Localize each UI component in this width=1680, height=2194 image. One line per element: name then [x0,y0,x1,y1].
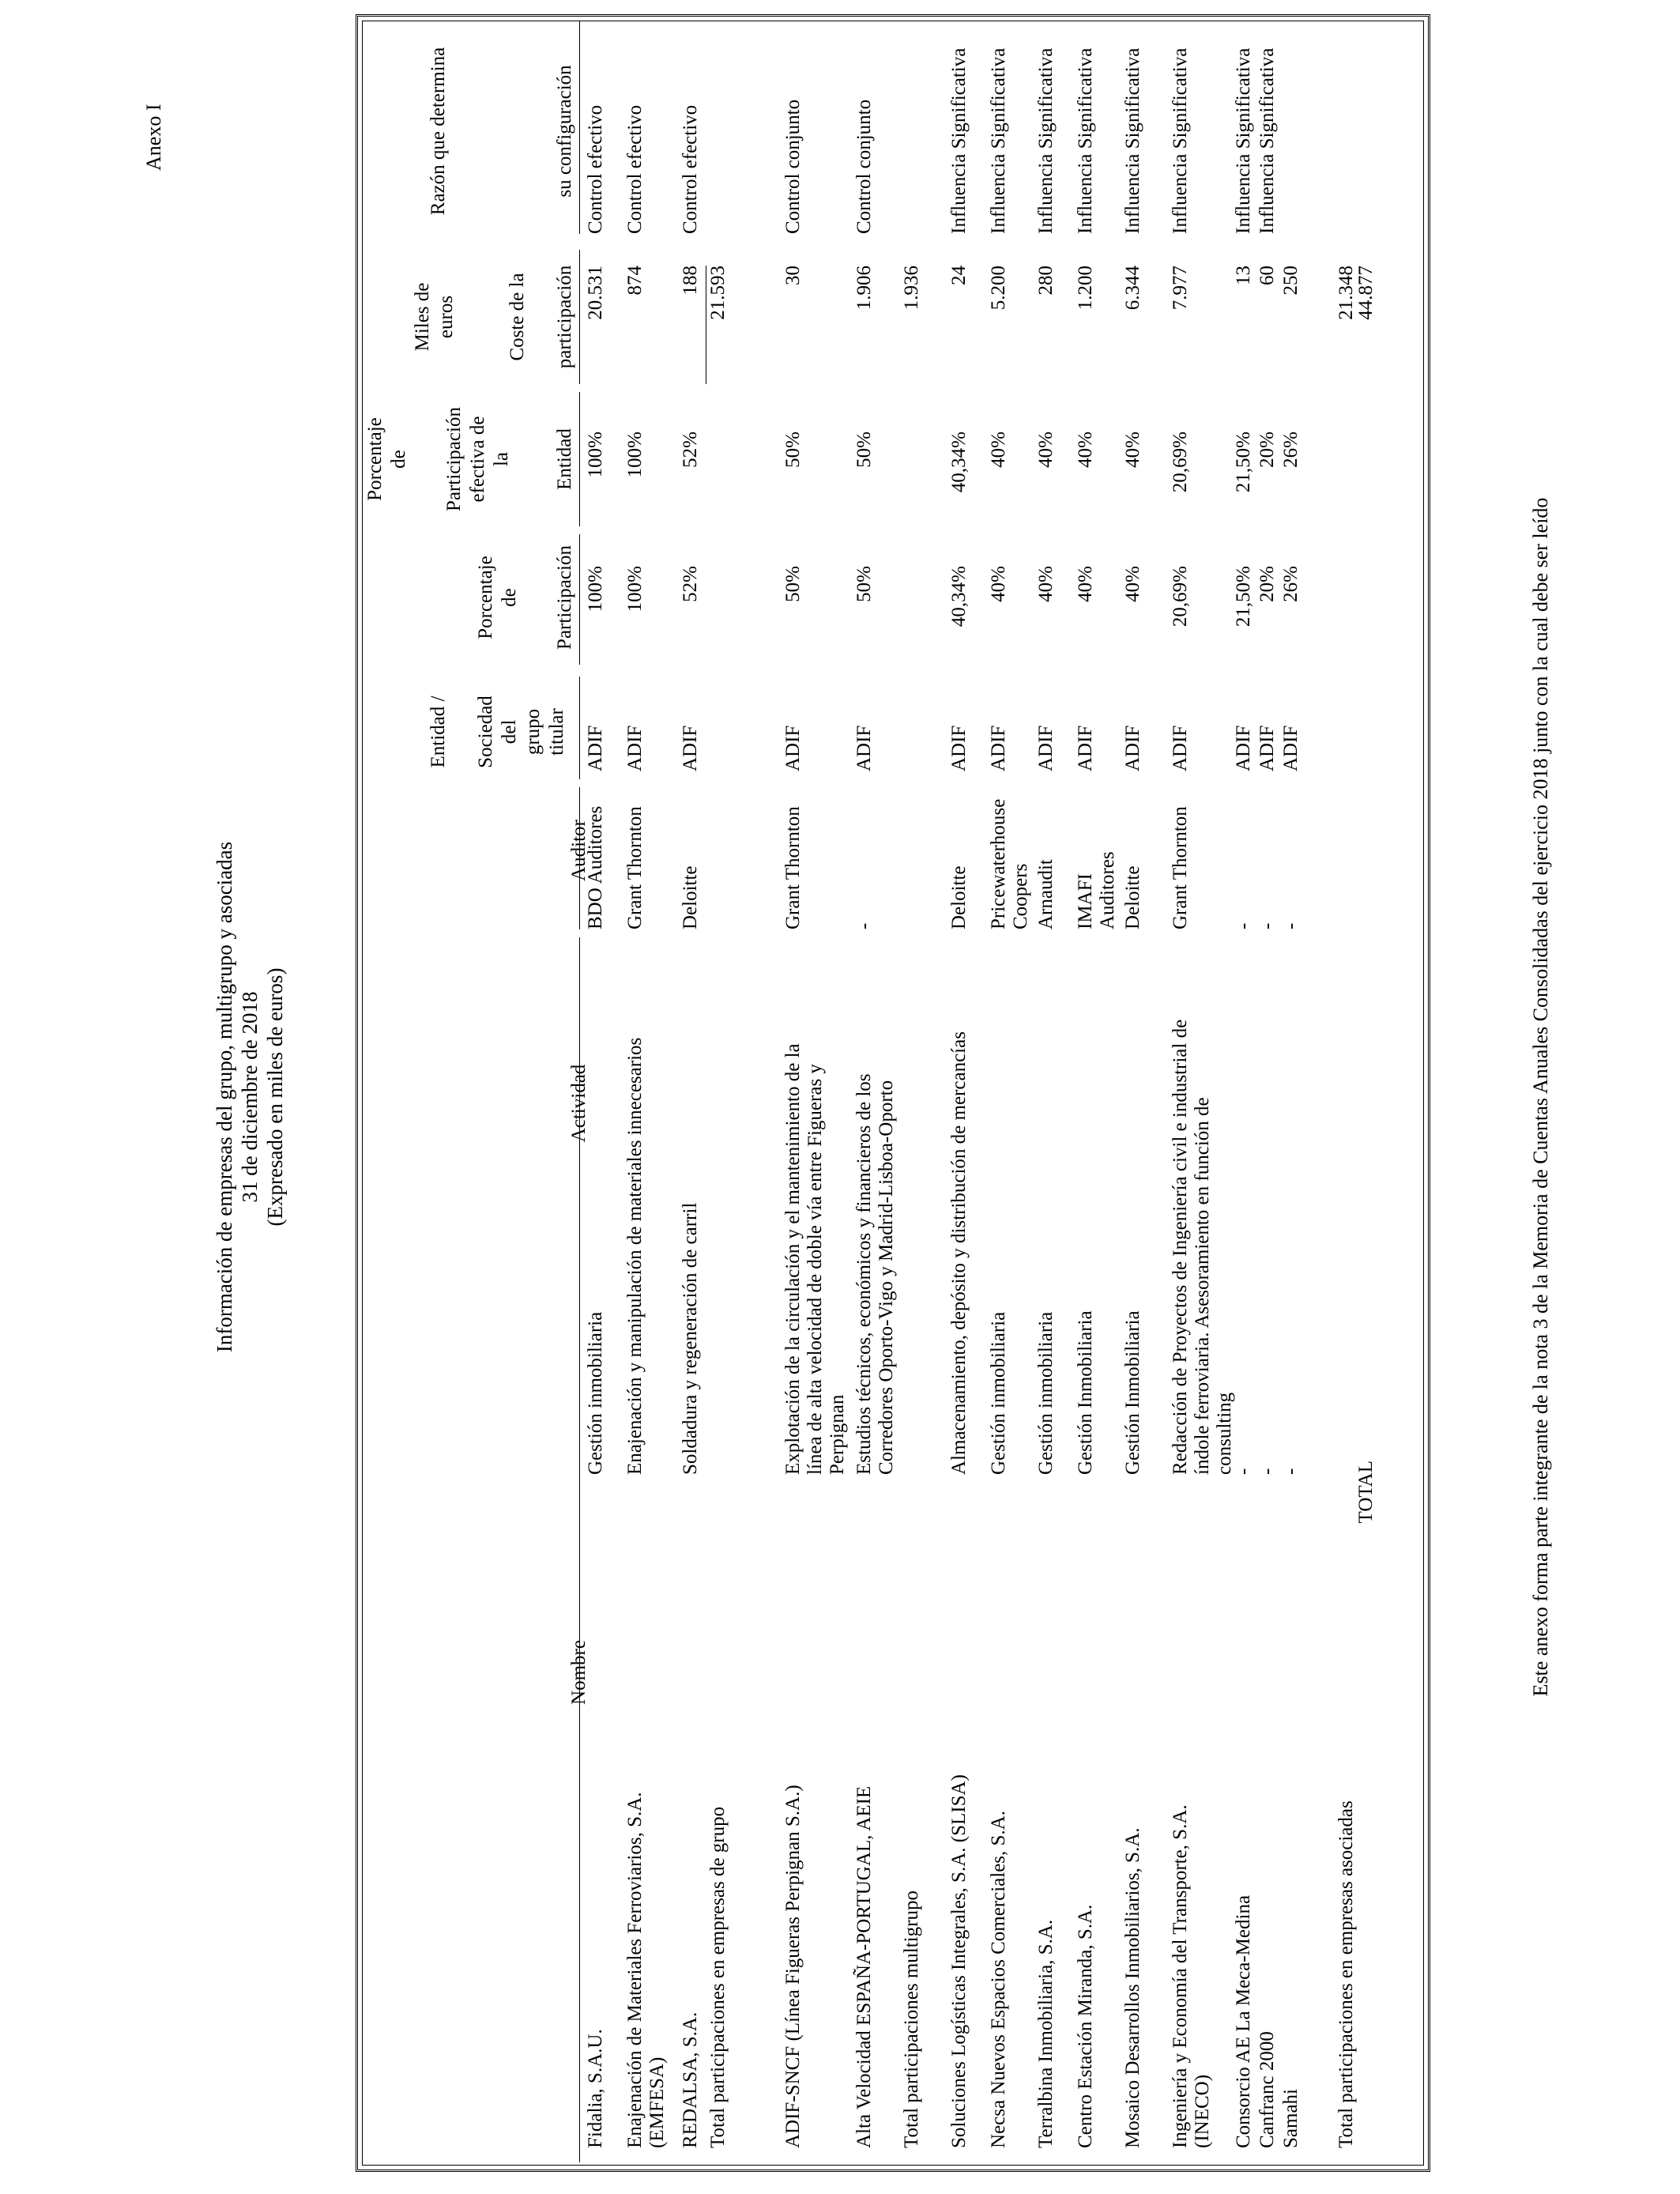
header-pctef-4: efectiva de [467,416,488,503]
cell-nombre: REDALSA, S.A. [680,2011,701,2148]
cell-nombre: Enajenación de Materiales Ferroviarios, S.A. [624,1792,646,2148]
cell-auditor: IMAFI [1075,873,1096,929]
cell-auditor: - [853,922,875,929]
cell-actividad: consulting [1214,1392,1235,1475]
cell-actividad: Gestión Inmobiliaria [1122,1310,1143,1475]
cell-pct: 40% [1075,566,1096,602]
cell-razon: Influencia Significativa [1075,47,1096,234]
cell-coste: 874 [624,266,646,296]
cell-entidad: ADIF [1122,725,1143,771]
cell-coste: 20.531 [585,266,606,320]
header-pctef-1: Porcentaje [364,417,386,501]
cell-coste: 188 [680,266,701,296]
header-pctef-5: la [491,451,512,467]
cell-auditor: BDO Auditores [585,805,606,929]
cell-pct-ef: 40% [1122,432,1143,468]
cell-actividad: Almacenamiento, depósito y distribución de mercancías [948,1031,970,1475]
cell-razon: Influencia Significativa [1170,47,1191,234]
cell-coste: 6.344 [1122,266,1143,311]
cell-coste: 44.877 [1355,266,1377,320]
cell-pct: 40% [988,566,1009,602]
cell-coste: 30 [782,266,804,285]
cell-razon: Control conjunto [853,99,875,234]
cell-auditor: Grant Thornton [624,806,646,929]
cell-nombre: Mosaico Desarrollos Inmobiliarios, S.A. [1122,1827,1143,2148]
cell-nombre: Total participaciones multigrupo [901,1891,922,2148]
cell-pct: 40% [1035,566,1057,602]
cell-actividad: Gestión inmobiliaria [585,1311,606,1475]
cell-entidad: ADIF [585,725,606,771]
cell-actividad: Corredores Oporto-Vigo y Madrid-Lisboa-Oporto [876,1080,897,1475]
cell-pct-ef: 40% [988,432,1009,468]
cell-actividad: índole ferroviaria. Asesoramiento en función de [1192,1097,1213,1475]
header-coste-2: euros [435,295,457,339]
cell-coste: 7.977 [1170,266,1191,311]
cell-razon: Influencia Significativa [1122,47,1143,234]
cell-coste: 250 [1280,266,1301,296]
header-entidad-2: Sociedad [475,696,496,768]
cell-actividad: Estudios técnicos, económicos y financieros de los [853,1073,875,1475]
cell-pct: 20,69% [1170,566,1191,628]
cell-razon: Control efectivo [680,104,701,234]
cell-coste: 1.936 [901,266,922,311]
cell-coste: 1.906 [853,266,875,311]
cell-pct: 26% [1280,566,1301,602]
cell-pct-ef: 52% [680,432,701,468]
header-auditor: Auditor [568,820,590,881]
cell-pct-ef: 50% [853,432,875,468]
cell-nombre: Consorcio AE La Meca-Medina [1233,1894,1254,2148]
cell-pct: 40% [1122,566,1143,602]
cell-auditor: - [1280,922,1301,929]
cell-entidad: ADIF [948,725,970,771]
cell-pct: 100% [624,566,646,613]
cell-pct-ef: 21,50% [1233,432,1254,493]
cell-auditor: Deloitte [948,865,970,929]
cell-pct: 50% [782,566,804,602]
cell-pct-ef: 40,34% [948,432,970,493]
header-coste-4: participación [554,265,575,369]
cell-auditor: Grant Thornton [782,806,804,929]
cell-pct-ef: 50% [782,432,804,468]
cell-entidad: ADIF [624,725,646,771]
cell-entidad: ADIF [1280,725,1301,771]
cell-auditor: - [1233,922,1254,929]
cell-auditor: Coopers [1010,863,1031,929]
cell-nombre: (EMFESA) [646,2056,668,2148]
cell-auditor: Grant Thornton [1170,806,1191,929]
cell-entidad: ADIF [988,725,1009,771]
header-pct-3: Participación [554,545,575,650]
header-entidad-4: grupo [522,708,544,756]
cell-pct-ef: 100% [585,432,606,478]
cell-entidad: ADIF [782,725,804,771]
cell-entidad: ADIF [1170,725,1191,771]
cell-razon: Control efectivo [585,104,606,234]
cell-auditor: Arnaudit [1035,859,1057,929]
header-entidad-3: del [499,719,520,745]
cell-pct-ef: 26% [1280,432,1301,468]
title-line-3: (Expresado en miles de euros) [263,967,287,1227]
cell-pct: 21,50% [1233,566,1254,628]
cell-actividad: Gestión Inmobiliaria [1075,1310,1096,1475]
cell-razon: Influencia Significativa [988,47,1009,234]
cell-actividad: - [1280,1468,1301,1475]
cell-nombre: TOTAL [1355,1461,1377,1524]
cell-nombre: Necsa Nuevos Espacios Comerciales, S.A. [988,1811,1009,2148]
annex-label: Anexo I [142,104,165,171]
cell-razon: Control efectivo [624,104,646,234]
cell-pct: 40,34% [948,566,970,628]
cell-actividad: Soldadura y regeneración de carril [680,1202,701,1475]
cell-entidad: ADIF [1256,725,1278,771]
cell-pct-ef: 20,69% [1170,432,1191,493]
header-pct-1: Porcentaje [475,556,496,639]
header-entidad-5: titular [546,708,567,756]
cell-nombre: (INECO) [1192,2074,1213,2148]
header-nombre: Nombre [568,1640,590,1705]
cell-nombre: Total participaciones en empresas de grupo [707,1806,729,2148]
header-pctef-3: Participación [443,407,465,511]
cell-nombre: Total participaciones en empresas asociadas [1335,1800,1357,2148]
header-pctef-6: Entidad [554,428,575,490]
cell-razon: Control conjunto [782,99,804,234]
cell-pct: 100% [585,566,606,613]
cell-pct: 50% [853,566,875,602]
title-line-1: Información de empresas del grupo, multigrupo y asociadas [213,841,236,1353]
cell-coste: 280 [1035,266,1057,296]
header-razon-1: Razón que determina [428,47,449,216]
cell-coste: 21.348 [1335,266,1357,320]
cell-razon: Influencia Significativa [1233,47,1254,234]
cell-nombre: Centro Estación Miranda, S.A. [1075,1904,1096,2148]
cell-coste: 5.200 [988,266,1009,311]
cell-actividad: - [1256,1468,1278,1475]
header-pct-2: de [499,588,520,607]
cell-nombre: Terralbina Inmobiliaria, S.A. [1035,1919,1057,2148]
cell-actividad: - [1233,1468,1254,1475]
cell-nombre: Soluciones Logísticas Integrales, S.A. (SLISA) [948,1774,970,2148]
cell-actividad: Enajenación y manipulación de materiales innecesarios [624,1037,646,1475]
cell-coste: 1.200 [1075,266,1096,311]
cell-pct-ef: 100% [624,432,646,478]
header-coste-3: Coste de la [507,273,528,361]
cell-coste: 24 [948,266,970,285]
header-entidad-1: Entidad / [428,696,449,768]
footer-note: Este anexo forma parte integrante de la nota 3 de la Memoria de Cuentas Anuales Consolidadas del ejercicio 2018 junto con la cual debe ser leído [1529,497,1552,1697]
cell-coste: 60 [1256,266,1278,285]
cell-auditor: Auditores [1097,851,1118,929]
cell-pct-ef: 40% [1075,432,1096,468]
cell-actividad: Gestión inmobiliaria [988,1311,1009,1475]
cell-actividad: Redacción de Proyectos de Ingeniería civil e industrial de [1170,1019,1191,1475]
cell-actividad: línea de alta velocidad de doble vía entre Figueras y [804,1064,826,1475]
cell-auditor: Pricewaterhouse [988,798,1009,929]
cell-pct: 20% [1256,566,1278,602]
cell-entidad: ADIF [1035,725,1057,771]
cell-entidad: ADIF [680,725,701,771]
cell-pct-ef: 20% [1256,432,1278,468]
cell-actividad: Gestión inmobiliaria [1035,1311,1057,1475]
cell-entidad: ADIF [853,725,875,771]
header-actividad: Actividad [568,1064,590,1143]
cell-actividad: Perpignan [827,1394,848,1475]
header-coste-1: Miles de [412,282,433,352]
cell-auditor: Deloitte [680,865,701,929]
cell-razon: Influencia Significativa [1256,47,1278,234]
cell-razon: Influencia Significativa [948,47,970,234]
cell-coste: 21.593 [707,266,729,320]
cell-entidad: ADIF [1233,725,1254,771]
cell-coste: 13 [1233,266,1254,285]
cell-nombre: ADIF-SNCF (Línea Figueras Perpignan S.A.) [782,1785,804,2148]
cell-razon: Influencia Significativa [1035,47,1057,234]
cell-entidad: ADIF [1075,725,1096,771]
cell-nombre: Canfranc 2000 [1256,2031,1278,2148]
title-line-2: 31 de diciembre de 2018 [238,991,262,1203]
cell-pct-ef: 40% [1035,432,1057,468]
cell-nombre: Ingeniería y Economía del Transporte, S.A. [1170,1804,1191,2148]
cell-pct: 52% [680,566,701,602]
cell-actividad: Explotación de la circulación y el mantenimiento de la [782,1043,804,1475]
header-razon-2: su configuración [554,65,575,198]
header-pctef-2: de [388,450,409,469]
cell-nombre: Samahi [1280,2089,1301,2148]
cell-auditor: Deloitte [1122,865,1143,929]
cell-nombre: Alta Velocidad ESPAÑA-PORTUGAL, AEIE [853,1785,875,2148]
cell-auditor: - [1256,922,1278,929]
cell-nombre: Fidalia, S.A.U. [585,2029,606,2148]
